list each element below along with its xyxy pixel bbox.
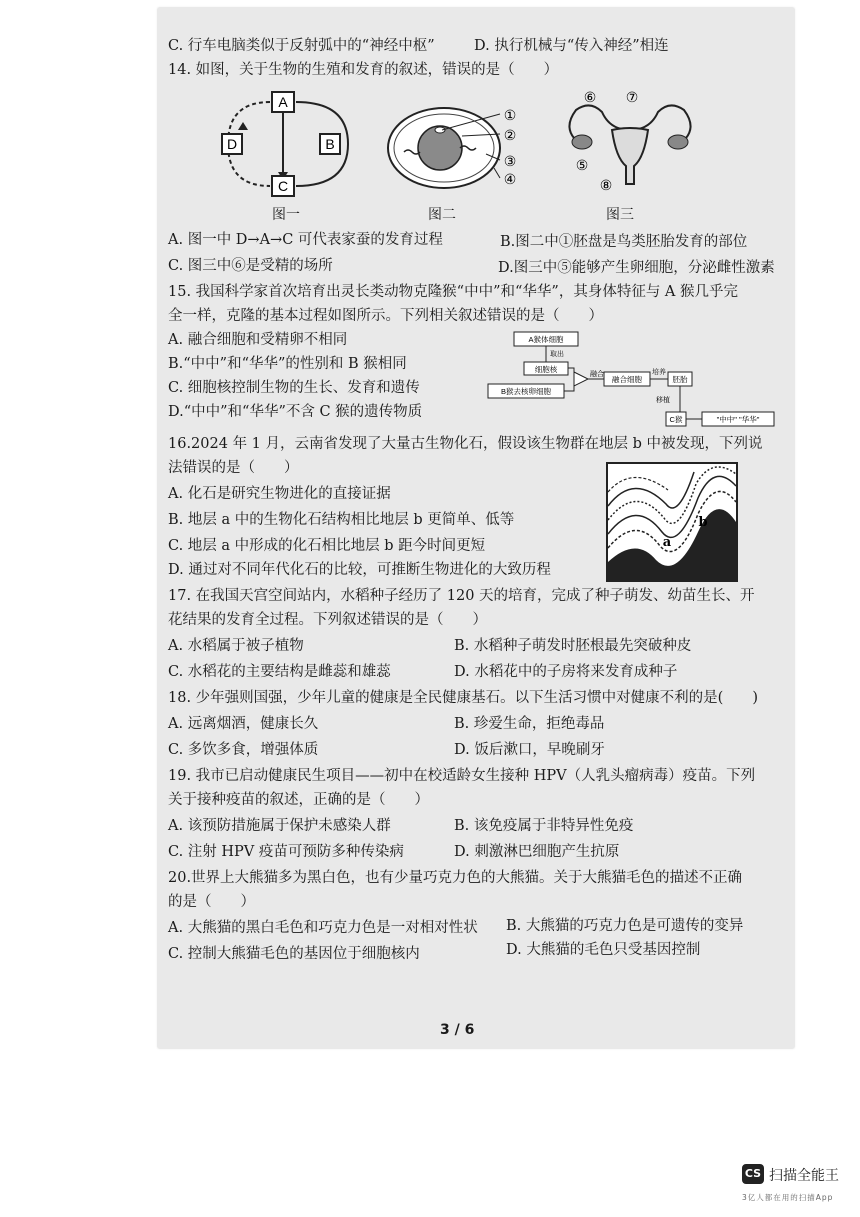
q14-option-d: D.图三中⑤能够产生卵细胞，分泌雌性激素 bbox=[498, 260, 775, 276]
q19-stem-line-2: 关于接种疫苗的叙述，正确的是（ ） bbox=[168, 792, 429, 808]
fig1-caption: 图一 bbox=[272, 207, 300, 223]
q20-option-d: D. 大熊猫的毛色只受基因控制 bbox=[506, 942, 701, 958]
q14-option-a: A. 图一中 D→A→C 可代表家蚕的发育过程 bbox=[168, 232, 443, 248]
q20-stem-line-1: 20.世界上大熊猫多为黑白色，也有少量巧克力色的大熊猫。关于大熊猫毛色的描述不正确 bbox=[168, 870, 743, 886]
q17-option-a: A. 水稻属于被子植物 bbox=[168, 638, 304, 654]
q16-option-b: B. 地层 a 中的生物化石结构相比地层 b 更简单、低等 bbox=[168, 512, 515, 528]
q15-option-a: A. 融合细胞和受精卵不相同 bbox=[168, 332, 348, 348]
q20-option-c: C. 控制大熊猫毛色的基因位于细胞核内 bbox=[168, 946, 420, 962]
stratum-a-label: a bbox=[662, 535, 672, 550]
q17-option-b: B. 水稻种子萌发时胚根最先突破种皮 bbox=[454, 638, 692, 654]
q19-option-a: A. 该预防措施属于保护未感染人群 bbox=[168, 818, 391, 834]
fig1-label-b: B bbox=[325, 136, 335, 152]
q17-option-d: D. 水稻花中的子房将来发育成种子 bbox=[454, 664, 678, 680]
fig3-label-7: ⑦ bbox=[625, 90, 639, 106]
q20-stem-line-2: 的是（ ） bbox=[168, 894, 255, 910]
fig2-label-4: ④ bbox=[503, 172, 517, 188]
watermark-tagline: 3亿人都在用的扫描App bbox=[742, 1193, 834, 1202]
flow-culture: 培养 bbox=[652, 369, 666, 376]
flow-result-monkeys: "中中" "华华" bbox=[716, 415, 760, 424]
fig3-label-8: ⑧ bbox=[599, 178, 613, 194]
flow-nucleus: 细胞核 bbox=[534, 365, 558, 374]
fig2-label-3: ③ bbox=[503, 154, 517, 170]
fig1-label-a: A bbox=[278, 94, 288, 110]
fig2-label-2: ② bbox=[503, 128, 517, 144]
q14-figure-1 bbox=[218, 88, 358, 200]
q20-option-b: B. 大熊猫的巧克力色是可遗传的变异 bbox=[506, 918, 744, 934]
q19-stem-line-1: 19. 我市已启动健康民生项目——初中在校适龄女生接种 HPV（人乳头瘤病毒）疫苗。下列 bbox=[168, 768, 756, 784]
q18-stem: 18. 少年强则国强，少年儿童的健康是全民健康基石。以下生活习惯中对健康不利的是( ) bbox=[168, 690, 758, 706]
q18-option-b: B. 珍爱生命，拒绝毒品 bbox=[454, 716, 605, 732]
q16-stem-line-1: 16.2024 年 1 月，云南省发现了大量古生物化石，假设该生物群在地层 b 中被发现，下列说 bbox=[168, 436, 763, 452]
flow-transfer: 移植 bbox=[656, 397, 670, 404]
flow-a-monkey-cell: A猴体细胞 bbox=[528, 335, 564, 344]
flow-c-monkey: C猴 bbox=[669, 415, 683, 424]
q16-option-a: A. 化石是研究生物进化的直接证据 bbox=[168, 486, 391, 502]
fig1-label-c: C bbox=[277, 178, 289, 194]
fig3-caption: 图三 bbox=[606, 207, 634, 223]
q19-option-d: D. 刺激淋巴细胞产生抗原 bbox=[454, 844, 620, 860]
q16-rock-strata-figure bbox=[606, 462, 738, 582]
q13-option-d: D. 执行机械与“传入神经”相连 bbox=[474, 38, 669, 54]
q14-stem: 14. 如图，关于生物的生殖和发育的叙述，错误的是（ ） bbox=[168, 62, 559, 78]
watermark-app-name: 扫描全能王 bbox=[769, 1168, 839, 1184]
fig3-label-6: ⑥ bbox=[583, 90, 597, 106]
flow-embryo: 胚胎 bbox=[672, 375, 688, 384]
q15-stem-line-1: 15. 我国科学家首次培育出灵长类动物克隆猴“中中”和“华华”，其身体特征与 A 猴几乎完 bbox=[168, 284, 739, 300]
q14-figure-2-egg bbox=[382, 102, 532, 194]
q17-stem-line-2: 花结果的发育全过程。下列叙述错误的是（ ） bbox=[168, 612, 487, 628]
q16-option-c: C. 地层 a 中形成的化石相比地层 b 距今时间更短 bbox=[168, 538, 486, 554]
flow-fused-cell: 融合细胞 bbox=[612, 375, 642, 384]
flow-b-monkey-egg: B猴去核卵细胞 bbox=[500, 387, 552, 396]
fig2-label-1: ① bbox=[503, 108, 517, 124]
q19-option-c: C. 注射 HPV 疫苗可预防多种传染病 bbox=[168, 844, 404, 860]
q15-option-c: C. 细胞核控制生物的生长、发育和遗传 bbox=[168, 380, 420, 396]
q15-option-b: B.“中中”和“华华”的性别和 B 猴相同 bbox=[168, 356, 407, 372]
q14-option-c: C. 图三中⑥是受精的场所 bbox=[168, 258, 333, 274]
q14-option-b: B.图二中①胚盘是鸟类胚胎发育的部位 bbox=[500, 234, 748, 250]
camscanner-logo-icon: CS bbox=[742, 1164, 764, 1184]
fig2-caption: 图二 bbox=[428, 207, 456, 223]
flow-fuse: 融合 bbox=[590, 371, 604, 378]
page-number: 3 / 6 bbox=[440, 1022, 475, 1038]
fig3-label-5: ⑤ bbox=[575, 158, 589, 174]
q17-stem-line-1: 17. 在我国天宫空间站内，水稻种子经历了 120 天的培育，完成了种子萌发、幼苗生长、开 bbox=[168, 588, 755, 604]
q18-option-c: C. 多饮多食，增强体质 bbox=[168, 742, 319, 758]
q14-figure-3-female-reproductive bbox=[560, 86, 700, 198]
q18-option-d: D. 饭后漱口，早晚刷牙 bbox=[454, 742, 605, 758]
q15-stem-line-2: 全一样，克隆的基本过程如图所示。下列相关叙述错误的是（ ） bbox=[168, 308, 603, 324]
q16-option-d: D. 通过对不同年代化石的比较，可推断生物进化的大致历程 bbox=[168, 562, 551, 578]
flow-take-out: 取出 bbox=[550, 351, 564, 358]
fig1-label-d: D bbox=[226, 136, 238, 152]
q18-option-a: A. 远离烟酒，健康长久 bbox=[168, 716, 319, 732]
stratum-b-label: b bbox=[698, 515, 708, 530]
q15-option-d: D.“中中”和“华华”不含 C 猴的遗传物质 bbox=[168, 404, 423, 420]
q13-option-c: C. 行车电脑类似于反射弧中的“神经中枢” bbox=[168, 38, 435, 54]
q20-option-a: A. 大熊猫的黑白毛色和巧克力色是一对相对性状 bbox=[168, 920, 478, 936]
q17-option-c: C. 水稻花的主要结构是雌蕊和雄蕊 bbox=[168, 664, 391, 680]
q19-option-b: B. 该免疫属于非特异性免疫 bbox=[454, 818, 634, 834]
q16-stem-line-2: 法错误的是（ ） bbox=[168, 460, 299, 476]
q15-clone-flowchart bbox=[484, 328, 784, 432]
